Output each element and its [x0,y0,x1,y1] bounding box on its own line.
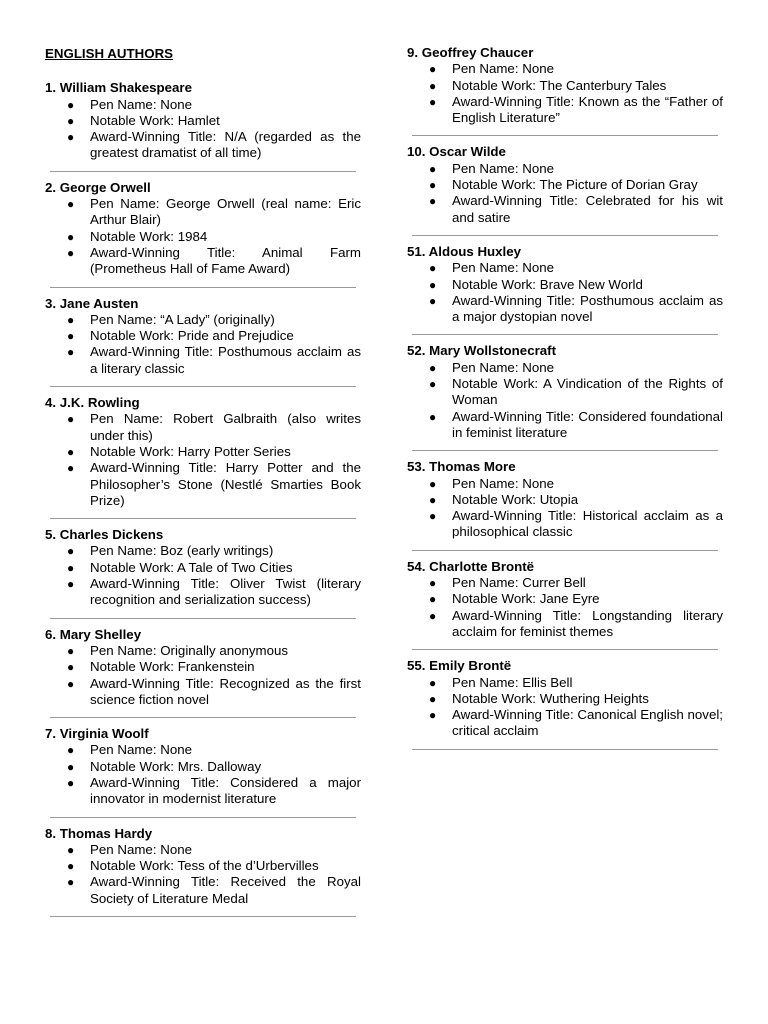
bullet-icon: ● [429,492,437,507]
bullet-icon: ● [67,743,75,758]
detail-text: Award-Winning Title: Considered foundational in feminist literature [452,408,723,440]
detail-item [407,707,723,740]
detail-text: Notable Work: Wuthering Heights [452,690,649,706]
bullet-icon: ● [429,94,437,109]
author-entry [407,244,723,335]
detail-item [407,476,723,492]
detail-text: Pen Name: Boz (early writings) [90,543,274,559]
detail-text: Notable Work: Harry Potter Series [90,443,291,459]
block-spacer [407,236,723,244]
author-name: 8. Thomas Hardy [45,825,153,841]
block-spacer [45,387,361,395]
left-column [45,45,361,917]
detail-item [45,759,361,775]
bullet-icon: ● [429,360,437,375]
detail-text: Pen Name: George Orwell (real name: Eric Arthur Blair) [90,196,361,228]
detail-text: Pen Name: “A Lady” (originally) [90,311,275,327]
detail-item [407,575,723,591]
bullet-icon: ● [429,708,437,723]
detail-text: Pen Name: None [452,475,554,491]
block-spacer [407,136,723,144]
detail-text: Notable Work: 1984 [90,228,208,244]
block-spacer [45,619,361,627]
author-name: 3. Jane Austen [45,295,139,311]
bullet-icon: ● [67,560,75,575]
author-entry [45,80,361,171]
author-list-left [45,80,361,917]
author-entry [45,395,361,519]
detail-text: Pen Name: Originally anonymous [90,642,289,658]
author-list-right [407,45,723,750]
detail-item [407,161,723,177]
detail-item [407,409,723,442]
block-spacer [407,650,723,658]
detail-item [407,376,723,409]
detail-text: Award-Winning Title: Canonical English novel; critical acclaim [452,707,724,739]
bullet-icon: ● [429,194,437,209]
author-details-list [407,575,723,640]
author-name: 55. Emily Brontë [407,658,512,674]
detail-item [45,676,361,709]
detail-item [45,460,361,509]
section-divider [50,916,356,917]
bullet-icon: ● [67,461,75,476]
author-name: 2. George Orwell [45,179,151,195]
author-details-list [407,360,723,441]
detail-item [45,411,361,444]
detail-text: Notable Work: Frankenstein [90,659,255,675]
bullet-icon: ● [67,775,75,790]
bullet-icon: ● [429,293,437,308]
detail-text: Award-Winning Title: Historical acclaim as a philosophical classic [452,508,723,540]
block-spacer [407,335,723,343]
detail-item [45,245,361,278]
bullet-icon: ● [67,197,75,212]
bullet-icon: ● [67,412,75,427]
detail-text: Award-Winning Title: N/A (regarded as the greatest dramatist of all time) [90,129,361,161]
detail-text: Notable Work: Hamlet [90,112,220,128]
detail-item [45,196,361,229]
document-title: ENGLISH AUTHORS [45,46,174,61]
detail-item [45,97,361,113]
detail-text: Pen Name: None [452,160,554,176]
detail-text: Notable Work: Brave New World [452,276,643,292]
bullet-icon: ● [429,161,437,176]
author-details-list [45,97,361,162]
bullet-icon: ● [429,78,437,93]
bullet-icon: ● [429,377,437,392]
author-details-list [45,543,361,608]
detail-item [45,858,361,874]
bullet-icon: ● [67,130,75,145]
detail-item [45,576,361,609]
author-entry [45,527,361,618]
detail-text: Award-Winning Title: Oliver Twist (literary recognition and serialization success) [90,576,361,608]
bullet-icon: ● [67,842,75,857]
author-name: 5. Charles Dickens [45,527,164,543]
detail-text: Notable Work: Utopia [452,491,579,507]
detail-text: Pen Name: Robert Galbraith (also writes under this) [90,411,361,443]
author-entry [45,627,361,718]
bullet-icon: ● [67,312,75,327]
detail-text: Award-Winning Title: Celebrated for his wit and satire [452,193,723,225]
detail-item [45,659,361,675]
bullet-icon: ● [429,592,437,607]
detail-item [407,78,723,94]
bullet-icon: ● [67,229,75,244]
author-entry [407,658,723,749]
detail-text: Pen Name: Ellis Bell [452,674,573,690]
block-spacer [45,288,361,296]
bullet-icon: ● [67,345,75,360]
author-details-list [407,61,723,126]
bullet-icon: ● [67,577,75,592]
detail-item [45,344,361,377]
bullet-icon: ● [429,509,437,524]
detail-text: Notable Work: A Vindication of the Rights of Woman [452,376,723,408]
detail-item [45,444,361,460]
author-name: 6. Mary Shelley [45,626,142,642]
detail-item [45,312,361,328]
detail-text: Award-Winning Title: Posthumous acclaim as a major dystopian novel [452,292,723,325]
bullet-icon: ● [67,759,75,774]
author-details-list [45,742,361,807]
detail-item [45,643,361,659]
detail-item [407,193,723,226]
author-details-list [45,842,361,907]
author-name: 7. Virginia Woolf [45,726,149,742]
detail-text: Pen Name: None [452,61,554,77]
bullet-icon: ● [67,859,75,874]
bullet-icon: ● [429,576,437,591]
detail-item [45,543,361,559]
author-name: 9. Geoffrey Chaucer [407,45,534,60]
author-entry [45,726,361,817]
detail-item [407,675,723,691]
block-spacer [45,718,361,726]
author-details-list [407,260,723,325]
block-spacer [45,519,361,527]
author-name: 53. Thomas More [407,459,516,475]
author-entry [407,45,723,136]
author-entry [45,296,361,387]
author-entry [45,826,361,917]
bullet-icon: ● [429,675,437,690]
bullet-icon: ● [429,261,437,276]
bullet-icon: ● [429,409,437,424]
author-details-list [407,476,723,541]
author-entry [407,144,723,235]
detail-text: Award-Winning Title: Harry Potter and the Philosopher’s Stone (Nestlé Smarties Book Prize) [90,460,361,508]
author-details-list [45,312,361,377]
bullet-icon: ● [429,277,437,292]
detail-item [45,560,361,576]
detail-text: Pen Name: None [90,742,192,758]
detail-item [45,113,361,129]
detail-text: Award-Winning Title: Received the Royal Society of Literature Medal [90,874,361,906]
bullet-icon: ● [67,660,75,675]
detail-text: Notable Work: Mrs. Dalloway [90,758,262,774]
detail-text: Pen Name: None [90,96,192,112]
bullet-icon: ● [67,643,75,658]
bullet-icon: ● [67,544,75,559]
detail-text: Award-Winning Title: Longstanding literary acclaim for feminist themes [452,607,723,639]
detail-item [45,129,361,162]
author-name: 4. J.K. Rowling [45,395,140,411]
bullet-icon: ● [67,875,75,890]
section-divider [412,749,718,750]
detail-text: Pen Name: Currer Bell [452,575,586,591]
author-details-list [45,411,361,509]
detail-text: Pen Name: None [90,841,192,857]
detail-item [407,61,723,77]
bullet-icon: ● [67,676,75,691]
detail-item [45,229,361,245]
detail-item [407,691,723,707]
detail-item [45,742,361,758]
detail-item [407,608,723,641]
detail-item [407,94,723,127]
block-spacer [407,451,723,459]
detail-text: Notable Work: The Picture of Dorian Gray [452,177,698,193]
bullet-icon: ● [67,444,75,459]
detail-text: Pen Name: None [452,260,554,276]
bullet-icon: ● [67,329,75,344]
detail-item [407,277,723,293]
detail-item [407,360,723,376]
detail-text: Notable Work: Pride and Prejudice [90,328,294,344]
block-spacer [45,172,361,180]
detail-item [45,874,361,907]
detail-text: Award-Winning Title: Recognized as the first science fiction novel [90,675,361,707]
block-spacer [45,818,361,826]
bullet-icon: ● [429,691,437,706]
author-details-list [45,643,361,708]
author-entry [407,459,723,550]
author-name: 51. Aldous Huxley [407,243,522,259]
bullet-icon: ● [67,245,75,260]
author-details-list [407,675,723,740]
bullet-icon: ● [429,608,437,623]
detail-item [45,842,361,858]
detail-text: Notable Work: Tess of the d’Urbervilles [90,858,319,874]
author-name: 1. William Shakespeare [45,80,192,96]
detail-item [407,260,723,276]
detail-text: Notable Work: A Tale of Two Cities [90,559,293,575]
author-name: 54. Charlotte Brontë [407,558,535,574]
author-entry [407,559,723,650]
author-entry [45,180,361,288]
bullet-icon: ● [429,178,437,193]
detail-text: Notable Work: The Canterbury Tales [452,77,667,93]
bullet-icon: ● [67,97,75,112]
detail-item [407,177,723,193]
detail-text: Notable Work: Jane Eyre [452,591,600,607]
detail-text: Award-Winning Title: Posthumous acclaim as a literary classic [90,344,361,376]
author-name: 10. Oscar Wilde [407,144,506,160]
detail-item [407,492,723,508]
detail-text: Pen Name: None [452,359,554,375]
detail-item [45,775,361,808]
detail-item [407,293,723,326]
bullet-icon: ● [429,476,437,491]
block-spacer [407,551,723,559]
bullet-icon: ● [429,62,437,77]
detail-item [45,328,361,344]
author-details-list [407,161,723,226]
detail-text: Award-Winning Title: Animal Farm (Prometheus Hall of Fame Award) [90,244,361,277]
detail-text: Award-Winning Title: Considered a major innovator in modernist literature [90,774,361,807]
author-entry [407,343,723,451]
author-details-list [45,196,361,277]
bullet-icon: ● [67,113,75,128]
author-name: 52. Mary Wollstonecraft [407,343,557,359]
detail-item [407,591,723,607]
detail-text: Award-Winning Title: Known as the “Father of English Literature” [452,93,723,126]
detail-item [407,508,723,541]
right-column [407,45,723,750]
